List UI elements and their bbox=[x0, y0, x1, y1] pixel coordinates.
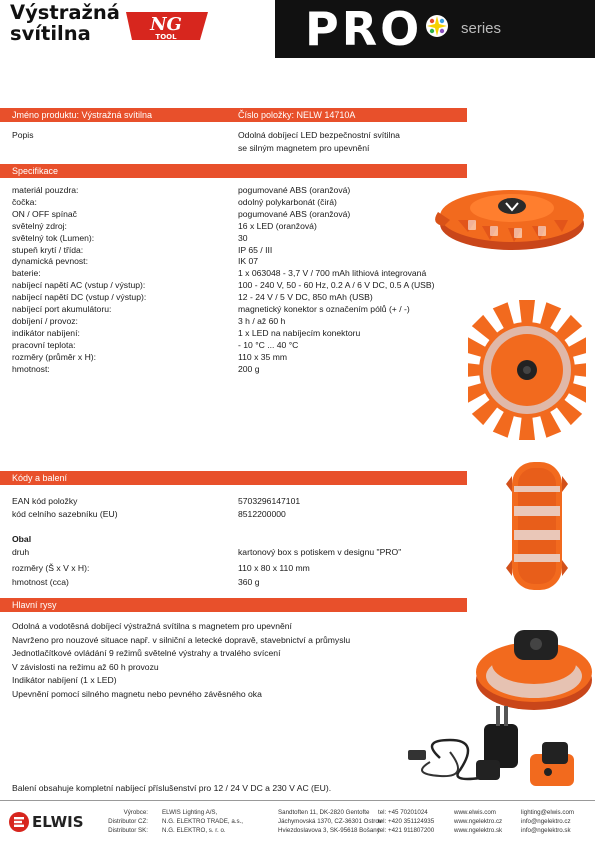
spec-row bbox=[12, 196, 467, 208]
ean-value: 5703296147101 bbox=[238, 496, 301, 506]
spec-value: pogumované ABS (oranžová) bbox=[238, 208, 351, 219]
spec-key: nabíjecí port akumulátoru: bbox=[12, 304, 112, 314]
feature-item: Navrženo pro nouzové situace např. v silniční a letecké dopravě, stavebnictví a průmyslu bbox=[12, 634, 351, 645]
package-contents-note: Balení obsahuje kompletní nabíjecí příslušenství pro 12 / 24 V DC a 230 V AC (EU). bbox=[12, 783, 332, 793]
package-kind-key: druh bbox=[12, 547, 30, 557]
title-line-2: svítilna bbox=[10, 22, 91, 45]
product-name-label: Jméno produktu: Výstražná svítilna bbox=[12, 110, 153, 120]
spec-key: čočka: bbox=[12, 196, 37, 207]
feature-item: Upevnění pomocí silného magnetu nebo pevného závěsného oka bbox=[12, 689, 262, 699]
product-photo-upright-view bbox=[504, 456, 570, 596]
specifications-bar bbox=[0, 164, 467, 178]
description-line-1: Odolná dobíjecí LED bezpečnostní svítilna bbox=[238, 130, 400, 140]
spec-value: odolný polykarbonát (čirá) bbox=[238, 196, 337, 207]
pro-star-icon bbox=[425, 14, 449, 38]
footer-company: N.G. ELEKTRO, s. r. o. bbox=[162, 826, 226, 834]
ng-tool-logo bbox=[122, 8, 212, 44]
footer-company: N.G. ELEKTRO TRADE, a.s., bbox=[162, 817, 244, 825]
spec-key: stupeň krytí / třída: bbox=[12, 244, 84, 255]
package-dims-key: rozměry (Š x V x H): bbox=[12, 563, 90, 573]
footer-role: Distributor SK: bbox=[108, 826, 148, 834]
charger-accessories-photo bbox=[400, 700, 580, 792]
footer-address: Hviezdoslavova 3, SK-95618 Bošany bbox=[278, 826, 380, 834]
spec-row bbox=[12, 303, 467, 315]
spec-row bbox=[12, 267, 467, 279]
pro-series-banner bbox=[275, 0, 595, 58]
spec-row bbox=[12, 279, 467, 291]
footer-phone: tel: +420 351124935 bbox=[378, 817, 435, 825]
spec-value: - 10 °C ... 40 °C bbox=[238, 339, 299, 350]
features-bar bbox=[0, 598, 467, 612]
footer-email-link[interactable]: info@ngelektro.cz bbox=[521, 817, 571, 825]
spec-value: 16 x LED (oranžová) bbox=[238, 220, 317, 231]
feature-item: V závislosti na režimu až 60 h provozu bbox=[12, 661, 159, 672]
codes-bar bbox=[0, 471, 467, 485]
spec-key: světelný zdroj: bbox=[12, 220, 67, 231]
footer-address: Sandtoften 11, DK-2820 Gentofte bbox=[278, 809, 370, 816]
footer-company: ELWIS Lighting A/S, bbox=[162, 809, 218, 816]
footer-email-link[interactable]: lighting@elwis.com bbox=[521, 809, 575, 816]
spec-row bbox=[12, 363, 467, 375]
page-title bbox=[10, 2, 120, 44]
footer-website-link[interactable]: www.ngelektro.cz bbox=[454, 817, 503, 825]
spec-row bbox=[12, 327, 467, 339]
spec-row bbox=[12, 351, 467, 363]
spec-key: ON / OFF spínač bbox=[12, 208, 77, 219]
spec-key: materiál pouzdra: bbox=[12, 185, 79, 195]
spec-value: magnetický konektor s označením pólů (+ / -) bbox=[238, 304, 410, 314]
codes-heading: Kódy a balení bbox=[12, 473, 68, 483]
spec-value: 200 g bbox=[238, 363, 260, 374]
footer-phone: tel: +421 911807200 bbox=[378, 826, 435, 834]
item-number-label: Číslo položky: NELW 14710A bbox=[238, 110, 356, 120]
spec-value: 30 bbox=[238, 232, 248, 243]
package-weight-value: 360 g bbox=[238, 577, 260, 587]
feature-item: Jednotlačítkové ovládání 9 režimů světelné výstrahy a trvalého svícení bbox=[12, 648, 281, 659]
package-weight-key: hmotnost (cca) bbox=[12, 577, 69, 587]
spec-value: 1 x LED na nabíjecím konektoru bbox=[238, 327, 361, 338]
tariff-value: 8512200000 bbox=[238, 509, 286, 519]
footer-email-link[interactable]: info@ngelektro.sk bbox=[521, 826, 571, 834]
tariff-key: kód celního sazebníku (EU) bbox=[12, 509, 118, 519]
spec-key: rozměry (průměr x H): bbox=[12, 351, 97, 362]
footer-role: Výrobce: bbox=[123, 809, 148, 816]
package-kind-value: kartonový box s potiskem v designu "PRO" bbox=[238, 547, 402, 557]
ean-key: EAN kód položky bbox=[12, 496, 78, 506]
footer-website-link[interactable]: www.ngelektro.sk bbox=[454, 826, 503, 834]
spec-key: indikátor nabíjení: bbox=[12, 327, 80, 338]
svg-text:NG: NG bbox=[150, 14, 182, 35]
footer-role: Distributor CZ: bbox=[108, 817, 148, 825]
elwis-logo-text: ELWIS bbox=[32, 813, 84, 831]
features-heading: Hlavní rysy bbox=[12, 600, 57, 610]
spec-value: 12 - 24 V / 5 V DC, 850 mAh (USB) bbox=[238, 292, 373, 303]
product-photo-side-view bbox=[428, 176, 595, 256]
spec-value: 1 x 063048 - 3,7 V / 700 mAh lithiová integrovaná bbox=[238, 268, 427, 279]
spec-row bbox=[12, 244, 467, 256]
spec-value: 110 x 35 mm bbox=[238, 351, 288, 362]
elwis-logo-icon bbox=[8, 811, 30, 833]
description-key: Popis bbox=[12, 130, 34, 140]
spec-key: pracovní teplota: bbox=[12, 339, 76, 350]
feature-item: Indikátor nabíjení (1 x LED) bbox=[12, 675, 117, 686]
spec-key: dynamická pevnost: bbox=[12, 256, 88, 267]
specifications-heading: Specifikace bbox=[12, 166, 59, 176]
spec-value: pogumované ABS (oranžová) bbox=[238, 185, 351, 195]
elwis-logo bbox=[8, 811, 84, 833]
svg-text:TOOL: TOOL bbox=[155, 33, 177, 41]
spec-value: 3 h / až 60 h bbox=[238, 315, 286, 326]
spec-value: IK 07 bbox=[238, 256, 259, 267]
spec-key: hmotnost: bbox=[12, 363, 50, 374]
feature-item: Odolná a vodotěsná dobíjecí výstražná svítilna s magnetem pro upevnění bbox=[12, 621, 292, 631]
spec-row bbox=[12, 208, 467, 220]
spec-value: 100 - 240 V, 50 - 60 Hz, 0.2 A / 6 V DC, 0.5 A (USB) bbox=[238, 280, 435, 291]
spec-key: nabíjecí napětí DC (vstup / výstup): bbox=[12, 292, 147, 303]
spec-value: IP 65 / III bbox=[238, 244, 273, 255]
product-name-bar bbox=[0, 108, 467, 122]
package-heading: Obal bbox=[12, 534, 32, 544]
footer-website-link[interactable]: www.elwis.com bbox=[454, 809, 496, 816]
spec-row bbox=[12, 220, 467, 232]
spec-key: nabíjecí napětí AC (vstup / výstup): bbox=[12, 280, 146, 291]
footer-phone: tel: +45 70201024 bbox=[378, 809, 428, 816]
spec-row bbox=[12, 232, 467, 244]
spec-row bbox=[12, 255, 467, 267]
spec-key: dobíjení / provoz: bbox=[12, 315, 78, 326]
package-dims-value: 110 x 80 x 110 mm bbox=[238, 563, 310, 573]
spec-row bbox=[12, 291, 467, 303]
title-line-1: Výstražná bbox=[10, 1, 120, 24]
footer-address: Jáchymovská 1370, CZ-36301 Ostrov bbox=[278, 817, 382, 825]
product-photo-top-view bbox=[468, 298, 586, 442]
spec-row bbox=[12, 315, 467, 327]
footer-divider bbox=[0, 800, 595, 801]
spec-row bbox=[12, 184, 467, 196]
spec-key: baterie: bbox=[12, 268, 41, 279]
spec-key: světelný tok (Lumen): bbox=[12, 232, 95, 243]
banner-series-label: series bbox=[461, 20, 502, 37]
pro-banner-text: PRO bbox=[305, 2, 423, 56]
description-line-2: se silným magnetem pro upevnění bbox=[238, 143, 370, 153]
spec-row bbox=[12, 339, 467, 351]
